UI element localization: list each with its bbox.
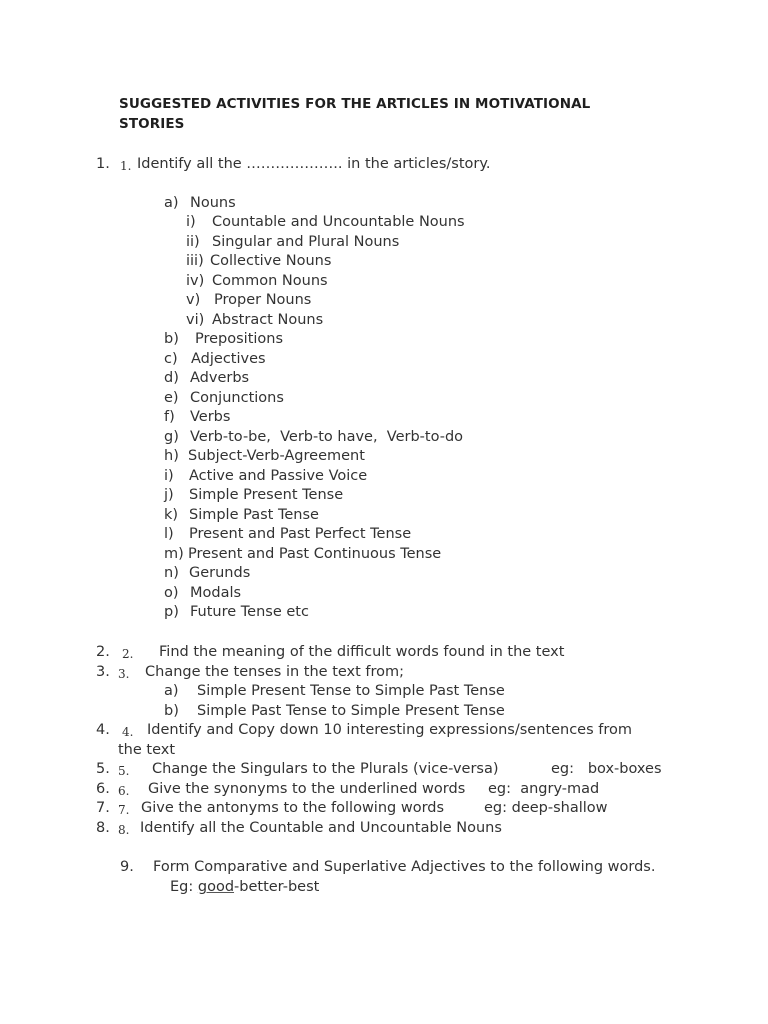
item-number: 9. bbox=[120, 859, 134, 875]
sub-text: Prepositions bbox=[195, 331, 284, 347]
sub-text: Active and Passive Voice bbox=[189, 468, 368, 484]
item-example: eg: deep-shallow bbox=[484, 800, 608, 816]
sub-text: Adverbs bbox=[190, 370, 250, 386]
item-text: Identify and Copy down 10 interesting expressions/sentences from bbox=[147, 722, 632, 738]
item-text-continued: the text bbox=[118, 742, 176, 758]
item-sub-number: 5. bbox=[118, 764, 130, 778]
example-underlined-word: good bbox=[197, 879, 235, 895]
item-number: 1. bbox=[96, 156, 110, 172]
sub-text: Simple Present Tense bbox=[189, 487, 344, 503]
item-example: eg: box-boxes bbox=[551, 761, 662, 777]
sub-label: l) bbox=[164, 526, 174, 542]
sub-label: a) bbox=[164, 195, 179, 211]
roman-label: ii) bbox=[186, 234, 200, 250]
item-number: 8. bbox=[96, 820, 110, 836]
item-number: 2. bbox=[96, 644, 110, 660]
roman-label: i) bbox=[186, 214, 196, 230]
example-rest: -better-best bbox=[234, 879, 320, 895]
sub-label: n) bbox=[164, 565, 179, 581]
item-sub-number: 3. bbox=[118, 667, 130, 681]
item-sub-number: 6. bbox=[118, 784, 130, 798]
item-text: Give the antonyms to the following words bbox=[141, 800, 445, 816]
item-text: Give the synonyms to the underlined words bbox=[148, 781, 466, 797]
roman-text: Proper Nouns bbox=[214, 292, 312, 308]
sub-text: Verb-to-be, Verb-to have, Verb-to-do bbox=[190, 429, 464, 445]
sub-label: e) bbox=[164, 390, 179, 406]
sub-text: Verbs bbox=[190, 409, 231, 425]
sub-text: Present and Past Continuous Tense bbox=[188, 546, 442, 562]
sub-label: b) bbox=[164, 331, 179, 347]
roman-text: Countable and Uncountable Nouns bbox=[212, 214, 465, 230]
sub-label: o) bbox=[164, 585, 179, 601]
item-text: Identify all the Countable and Uncountable Nouns bbox=[140, 820, 502, 836]
sub-text: Conjunctions bbox=[190, 390, 284, 406]
item-sub-number: 4. bbox=[122, 725, 134, 739]
item-example: eg: angry-mad bbox=[488, 781, 600, 797]
sub-text: Present and Past Perfect Tense bbox=[189, 526, 412, 542]
item-text: Change the Singulars to the Plurals (vice-versa) bbox=[152, 761, 499, 777]
item-sub-number: 8. bbox=[118, 823, 130, 837]
sub-label: d) bbox=[164, 370, 179, 386]
document-title-line-1: SUGGESTED ACTIVITIES FOR THE ARTICLES IN MOTIVATIONAL bbox=[119, 96, 591, 112]
roman-label: v) bbox=[186, 292, 201, 308]
item-text: Find the meaning of the difficult words found in the text bbox=[159, 644, 565, 660]
sub-label: a) bbox=[164, 683, 179, 699]
item-sub-number: 2. bbox=[122, 647, 134, 661]
roman-text: Singular and Plural Nouns bbox=[212, 234, 400, 250]
roman-label: iv) bbox=[186, 273, 205, 289]
item-number: 7. bbox=[96, 800, 110, 816]
sub-label: b) bbox=[164, 703, 179, 719]
sub-text: Simple Past Tense bbox=[189, 507, 319, 523]
sub-text: Simple Present Tense to Simple Past Tense bbox=[197, 683, 505, 699]
item-text: Identify all the ……………….. in the articles/story. bbox=[137, 156, 491, 172]
example-prefix: Eg: bbox=[170, 879, 194, 895]
sub-label: j) bbox=[164, 487, 174, 503]
sub-label: m) bbox=[164, 546, 184, 562]
sub-label: p) bbox=[164, 604, 179, 620]
sub-label: k) bbox=[164, 507, 179, 523]
sub-text: Simple Past Tense to Simple Present Tense bbox=[197, 703, 505, 719]
roman-text: Abstract Nouns bbox=[212, 312, 324, 328]
roman-text: Collective Nouns bbox=[210, 253, 332, 269]
item-number: 4. bbox=[96, 722, 110, 738]
roman-label: vi) bbox=[186, 312, 205, 328]
item-number: 3. bbox=[96, 664, 110, 680]
sub-text: Adjectives bbox=[191, 351, 266, 367]
item-text: Change the tenses in the text from; bbox=[145, 664, 405, 680]
sub-label: f) bbox=[164, 409, 175, 425]
roman-label: iii) bbox=[186, 253, 204, 269]
example-line bbox=[170, 878, 319, 896]
sub-text: Subject-Verb-Agreement bbox=[188, 448, 365, 464]
sub-label: h) bbox=[164, 448, 179, 464]
sub-text: Future Tense etc bbox=[190, 604, 309, 620]
sub-label: c) bbox=[164, 351, 178, 367]
item-number: 6. bbox=[96, 781, 110, 797]
sub-text: Nouns bbox=[190, 195, 236, 211]
roman-text: Common Nouns bbox=[212, 273, 328, 289]
sub-label: i) bbox=[164, 468, 174, 484]
item-text: Form Comparative and Superlative Adjectives to the following words. bbox=[153, 859, 656, 875]
sub-text: Modals bbox=[190, 585, 242, 601]
document-title-line-2: STORIES bbox=[119, 116, 185, 132]
item-sub-number: 7. bbox=[118, 803, 130, 817]
sub-label: g) bbox=[164, 429, 179, 445]
item-sub-number: 1. bbox=[120, 159, 132, 173]
item-number: 5. bbox=[96, 761, 110, 777]
sub-text: Gerunds bbox=[189, 565, 251, 581]
